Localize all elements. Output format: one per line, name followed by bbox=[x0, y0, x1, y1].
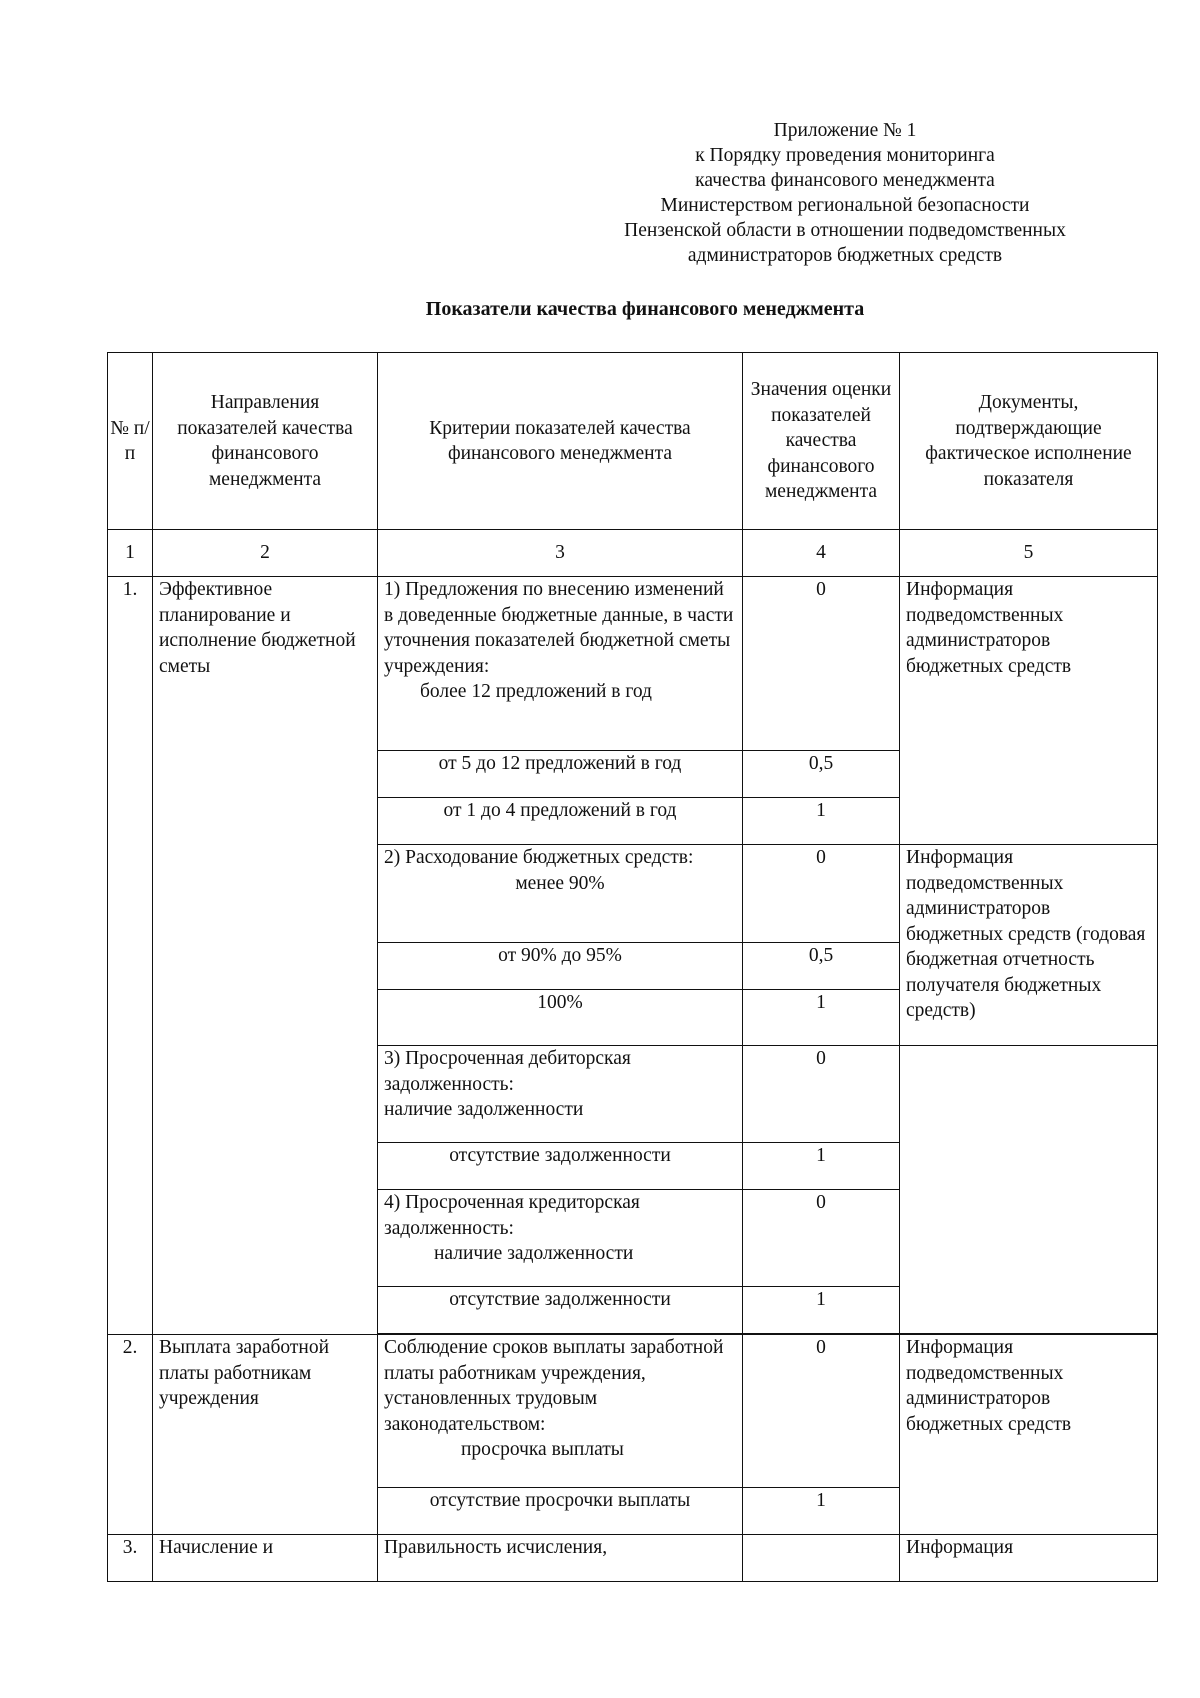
appendix-line: качества финансового менеджмента bbox=[695, 170, 995, 191]
document-cell-empty bbox=[900, 1046, 1158, 1334]
document-cell: Информация bbox=[900, 1535, 1158, 1582]
column-number: 1 bbox=[108, 530, 153, 577]
criteria-option: наличие задолженности bbox=[434, 1243, 634, 1264]
score-value: 0 bbox=[743, 845, 900, 943]
table-header-row bbox=[108, 353, 1158, 530]
score-value: 0 bbox=[743, 1190, 900, 1287]
criteria-option: отсутствие задолженности bbox=[378, 1287, 743, 1334]
column-number: 2 bbox=[153, 530, 378, 577]
appendix-line: Пензенской области в отношении подведомственных bbox=[624, 220, 1066, 241]
score-value: 0,5 bbox=[743, 751, 900, 798]
criteria-option: от 1 до 4 предложений в год bbox=[378, 798, 743, 845]
row-number: 2. bbox=[108, 1335, 153, 1535]
row-number: 1. bbox=[108, 577, 153, 1335]
row-number: 3. bbox=[108, 1535, 153, 1582]
criteria-cell bbox=[378, 1190, 743, 1287]
score-value: 1 bbox=[743, 1287, 900, 1334]
document-cell: Информация подведомственных администраторов бюджетных средств bbox=[900, 1335, 1158, 1535]
table-row bbox=[108, 1535, 1158, 1582]
criteria-option: просрочка выплаты bbox=[461, 1439, 624, 1460]
direction-cell: Выплата заработной платы работникам учреждения bbox=[153, 1335, 378, 1535]
header-direction: Направления показателей качества финансового менеджмента bbox=[153, 353, 378, 530]
appendix-line: администраторов бюджетных средств bbox=[687, 245, 1003, 266]
direction-cell: Эффективное планирование и исполнение бюджетной сметы bbox=[153, 577, 378, 1335]
criteria-cell: Правильность исчисления, bbox=[378, 1535, 743, 1582]
indicators-table bbox=[107, 352, 1158, 1582]
score-value: 0 bbox=[743, 577, 900, 751]
header-values: Значения оценки показателей качества финансового менеджмента bbox=[743, 353, 900, 530]
header-criteria: Критерии показателей качества финансового менеджмента bbox=[378, 353, 743, 530]
document-cell: Информация подведомственных администраторов бюджетных средств (годовая бюджетная отчетность получателя бюджетных средств) bbox=[900, 845, 1158, 1046]
header-documents: Документы, подтверждающие фактическое исполнение показателя bbox=[900, 353, 1158, 530]
score-value: 1 bbox=[743, 1143, 900, 1190]
column-number: 4 bbox=[743, 530, 900, 577]
criteria-intro: 1) Предложения по внесению изменений в доведенные бюджетные данные, в части уточнения показателей бюджетной сметы учреждения: bbox=[384, 579, 734, 677]
header-number: № п/п bbox=[108, 353, 153, 530]
score-value: 1 bbox=[743, 798, 900, 845]
criteria-cell bbox=[378, 1335, 743, 1488]
criteria-option: менее 90% bbox=[515, 872, 605, 894]
criteria-cell bbox=[378, 845, 743, 943]
appendix-line: Министерством региональной безопасности bbox=[660, 195, 1030, 216]
criteria-intro: Соблюдение сроков выплаты заработной платы работникам учреждения, установленных трудовым законодательством: bbox=[384, 1337, 724, 1435]
table-row bbox=[108, 1335, 1158, 1488]
criteria-intro: 3) Просроченная дебиторская задолженность: bbox=[384, 1048, 631, 1095]
direction-cell: Начисление и bbox=[153, 1535, 378, 1582]
score-value: 0 bbox=[743, 1046, 900, 1143]
appendix-block bbox=[560, 118, 1130, 268]
criteria-option: от 5 до 12 предложений в год bbox=[378, 751, 743, 798]
criteria-option: от 90% до 95% bbox=[378, 943, 743, 990]
criteria-option: отсутствие задолженности bbox=[378, 1143, 743, 1190]
column-numbers-row bbox=[108, 530, 1158, 577]
column-number: 3 bbox=[378, 530, 743, 577]
document-title: Показатели качества финансового менеджмента bbox=[425, 298, 865, 320]
criteria-intro: 4) Просроченная кредиторская задолженность: bbox=[384, 1192, 640, 1239]
criteria-option: 100% bbox=[378, 990, 743, 1046]
appendix-line: к Порядку проведения мониторинга bbox=[695, 145, 995, 166]
score-value-empty bbox=[743, 1535, 900, 1582]
criteria-option: наличие задолженности bbox=[384, 1099, 584, 1120]
criteria-option: отсутствие просрочки выплаты bbox=[378, 1488, 743, 1535]
criteria-option: более 12 предложений в год bbox=[420, 681, 652, 702]
appendix-line: Приложение № 1 bbox=[773, 120, 917, 141]
score-value: 1 bbox=[743, 990, 900, 1046]
table-row bbox=[108, 577, 1158, 751]
document-cell: Информация подведомственных администраторов бюджетных средств bbox=[900, 577, 1158, 845]
criteria-cell bbox=[378, 577, 743, 751]
score-value: 1 bbox=[743, 1488, 900, 1535]
column-number: 5 bbox=[900, 530, 1158, 577]
score-value: 0 bbox=[743, 1335, 900, 1488]
criteria-cell bbox=[378, 1046, 743, 1143]
criteria-intro: 2) Расходование бюджетных средств: bbox=[384, 847, 694, 868]
score-value: 0,5 bbox=[743, 943, 900, 990]
